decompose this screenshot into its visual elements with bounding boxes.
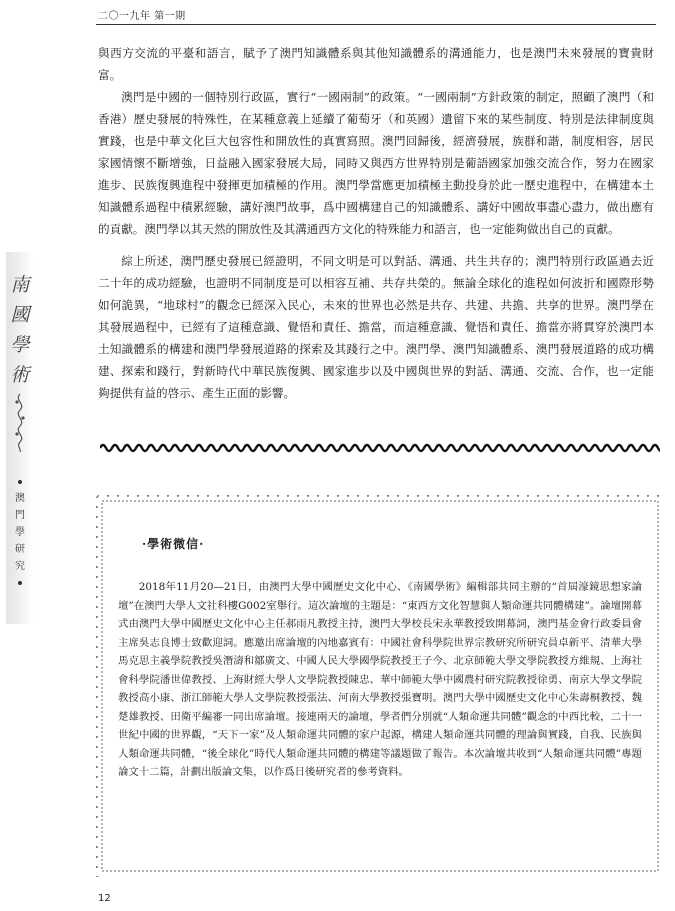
header-rule	[96, 24, 656, 25]
bullet-dot	[18, 480, 22, 484]
news-paragraph: 2018年11月20—21日，由澳門大學中國歷史文化中心、《南國學術》編輯部共同主辦的“首屆濠鏡思想家論壇”在澳門大學人文社科樓G002室舉行。這次論壇的主題是：“東西方文化智慧與人類命運共同體構建”。論壇開幕式由澳門大學中國歷史文化中心主任郝雨凡教授主持，澳門大學校長宋永華教授致開幕詞，澳門基金會行政委員會主席吳志良博士致歡迎詞。應邀出席論壇的內地嘉賓有：中國社會科學院世界宗教研究所研究員卓新平、清華大學馬克思主義學院教授吳潛濤和鄒廣文、中國人民大學國學院教授王子今、北京師範大學文學院教授方維規、上海社會科學院潘世偉教授、上海財經大學人文學院教授陳忠、華中師範大學中國農村研究院教授徐勇、南京大學文學院教授高小康、浙江師範大學人文學院教授張法、河南大學教授張寶明。澳門大學中國歷史文化中心朱壽桐教授、魏楚雄教授、田衛平編審一同出席論壇。接連兩天的論壇，學者們分別就“人類命運共同體”觀念的中西比較，二十一世紀中國的世界觀，“天下一家”及人類命運共同體的家户起源，構建人類命運共同體的理論與實踐，自我、民族與人類命運共同體，“後全球化”時代人類命運共同體的構建等議題做了報告。本次論壇共收到“人類命運共同體”專題論文十二篇，計劃出版論文集，以作爲日後研究者的參考資料。	[118, 581, 642, 778]
academic-news-box	[96, 495, 664, 877]
journal-spine	[6, 252, 34, 624]
wave-divider	[100, 442, 660, 454]
section-char: 究	[15, 561, 25, 572]
title-char: 術	[10, 364, 30, 386]
section-char: 澳	[15, 493, 25, 504]
paragraph: 綜上所述，澳門歷史發展已經證明，不同文明是可以對話、溝通、共生共存的；澳門特別行政區過去近二十年的成功經驗，也證明不同制度是可以相容互補、共存共榮的。無論全球化的進程如何波折和國際形勢如何詭異，“地球村”的觀念已經深入民心，未來的世界也必然是共存、共建、共擔、共享的世界。澳門學在其發展過程中，已經有了這種意識、覺悟和責任、擔當，而這種意識、覺悟和責任、擔當亦將貫穿於澳門本土知識體系的構建和澳門學發展道路的探索及其踐行之中。澳門學、澳門知識體系、澳門發展道路的成功構建、探索和踐行，對新時代中華民族復興、國家進步以及中國與世界的對話、溝通、交流、合作，也一定能夠提供有益的啓示、產生正面的影響。	[98, 254, 654, 400]
title-char: 南	[10, 274, 30, 296]
paragraph: 與西方交流的平臺和語言，賦予了澳門知識體系與其他知識體系的溝通能力，也是澳門未來發展的寶貴財富。	[98, 46, 654, 82]
running-header: 二〇一九年 第一期	[98, 11, 186, 22]
title-char: 國	[10, 304, 30, 326]
vine-ornament-icon	[13, 392, 27, 454]
news-box-text	[118, 578, 642, 782]
article-body	[98, 42, 654, 404]
section-char: 研	[15, 544, 25, 555]
journal-section-label	[6, 474, 34, 591]
section-char: 學	[15, 527, 25, 538]
paragraph: 澳門是中國的一個特別行政區，實行“一國兩制”的政策。“一國兩制”方針政策的制定，照顧了澳門（和香港）歷史發展的特殊性，在某種意義上延續了葡萄牙（和英國）遺留下來的某些制度、特別是法律制度與實踐，也是中華文化巨大包容性和開放性的真實寫照。澳門回歸後，經濟發展，族群和諧，制度相容，居民家國情懷不斷增強，日益融入國家發展大局，同時又與西方世界特別是葡語國家加強交流合作，努力在國家進步、民族復興進程中發揮更加積極的作用。澳門學當應更加積極主動投身於此一歷史進程中，在構建本土知識體系過程中積累經驗，講好澳門故事，爲中國構建自己的知識體系、講好中國故事盡心盡力，做出應有的貢獻。澳門學以其天然的開放性及其溝通西方文化的特殊能力和語言，也一定能夠做出自己的貢獻。	[98, 90, 654, 236]
news-box-title: ·學術微信·	[142, 537, 205, 551]
title-char: 學	[10, 334, 30, 356]
page-number: 12	[98, 893, 111, 904]
bullet-dot	[18, 581, 22, 585]
section-char: 門	[15, 510, 25, 521]
journal-calligraphy-title	[6, 270, 34, 390]
